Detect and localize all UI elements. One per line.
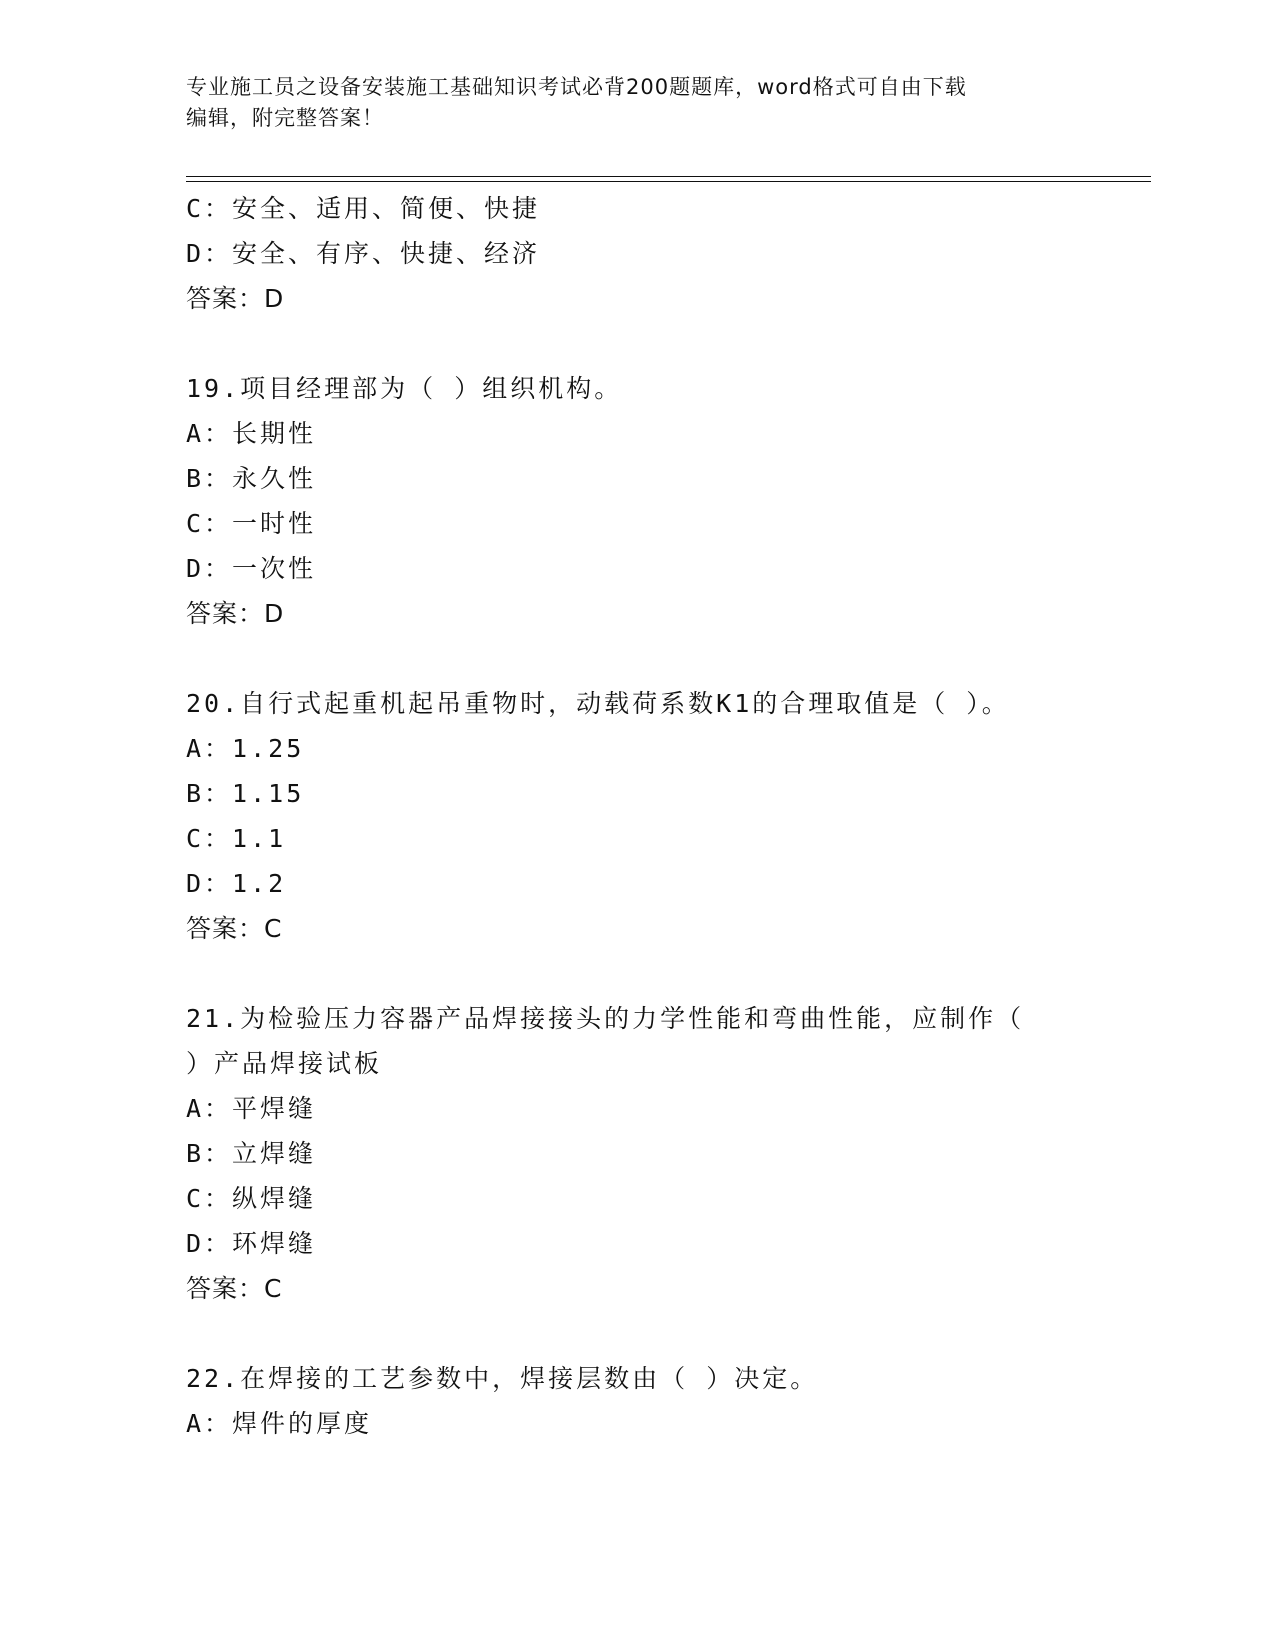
q20-option-c: C：1.1 xyxy=(186,824,287,853)
q20-question: 20.自行式起重机起吊重物时，动载荷系数K1的合理取值是（ ）。 xyxy=(186,689,1010,718)
q20-answer: 答案：C xyxy=(186,914,283,943)
q21-question-line-2: ）产品焊接试板 xyxy=(186,1049,383,1078)
q22-option-a: A：焊件的厚度 xyxy=(186,1409,373,1438)
q21-option-c: C：纵焊缝 xyxy=(186,1184,317,1213)
q21-option-b: B：立焊缝 xyxy=(186,1139,317,1168)
q21-answer: 答案：C xyxy=(186,1274,283,1303)
q21-option-a: A：平焊缝 xyxy=(186,1094,317,1123)
q19-option-a: A：长期性 xyxy=(186,419,317,448)
q22-question: 22.在焊接的工艺参数中，焊接层数由（ ）决定。 xyxy=(186,1364,819,1393)
q18-option-c: C：安全、适用、简便、快捷 xyxy=(186,194,541,223)
q20-option-d: D：1.2 xyxy=(186,869,287,898)
q18-answer: 答案：D xyxy=(186,284,285,313)
q19-answer: 答案：D xyxy=(186,599,285,628)
q18-option-d: D：安全、有序、快捷、经济 xyxy=(186,239,541,268)
q19-option-c: C：一时性 xyxy=(186,509,317,538)
q21-option-d: D：环焊缝 xyxy=(186,1229,317,1258)
q20-option-b: B：1.15 xyxy=(186,779,305,808)
header-title-line-2: 编辑，附完整答案！ xyxy=(186,106,384,130)
q19-option-d: D：一次性 xyxy=(186,554,317,583)
document-header xyxy=(186,72,1086,134)
header-title-line-1: 专业施工员之设备安装施工基础知识考试必背200题题库，word格式可自由下载 xyxy=(186,75,967,99)
q19-question: 19.项目经理部为（ ）组织机构。 xyxy=(186,374,623,403)
q20-option-a: A：1.25 xyxy=(186,734,305,763)
header-divider-top xyxy=(186,176,1151,177)
q19-option-b: B：永久性 xyxy=(186,464,317,493)
q21-question-line-1: 21.为检验压力容器产品焊接接头的力学性能和弯曲性能，应制作（ xyxy=(186,1004,1025,1033)
header-divider-bottom xyxy=(186,181,1151,182)
